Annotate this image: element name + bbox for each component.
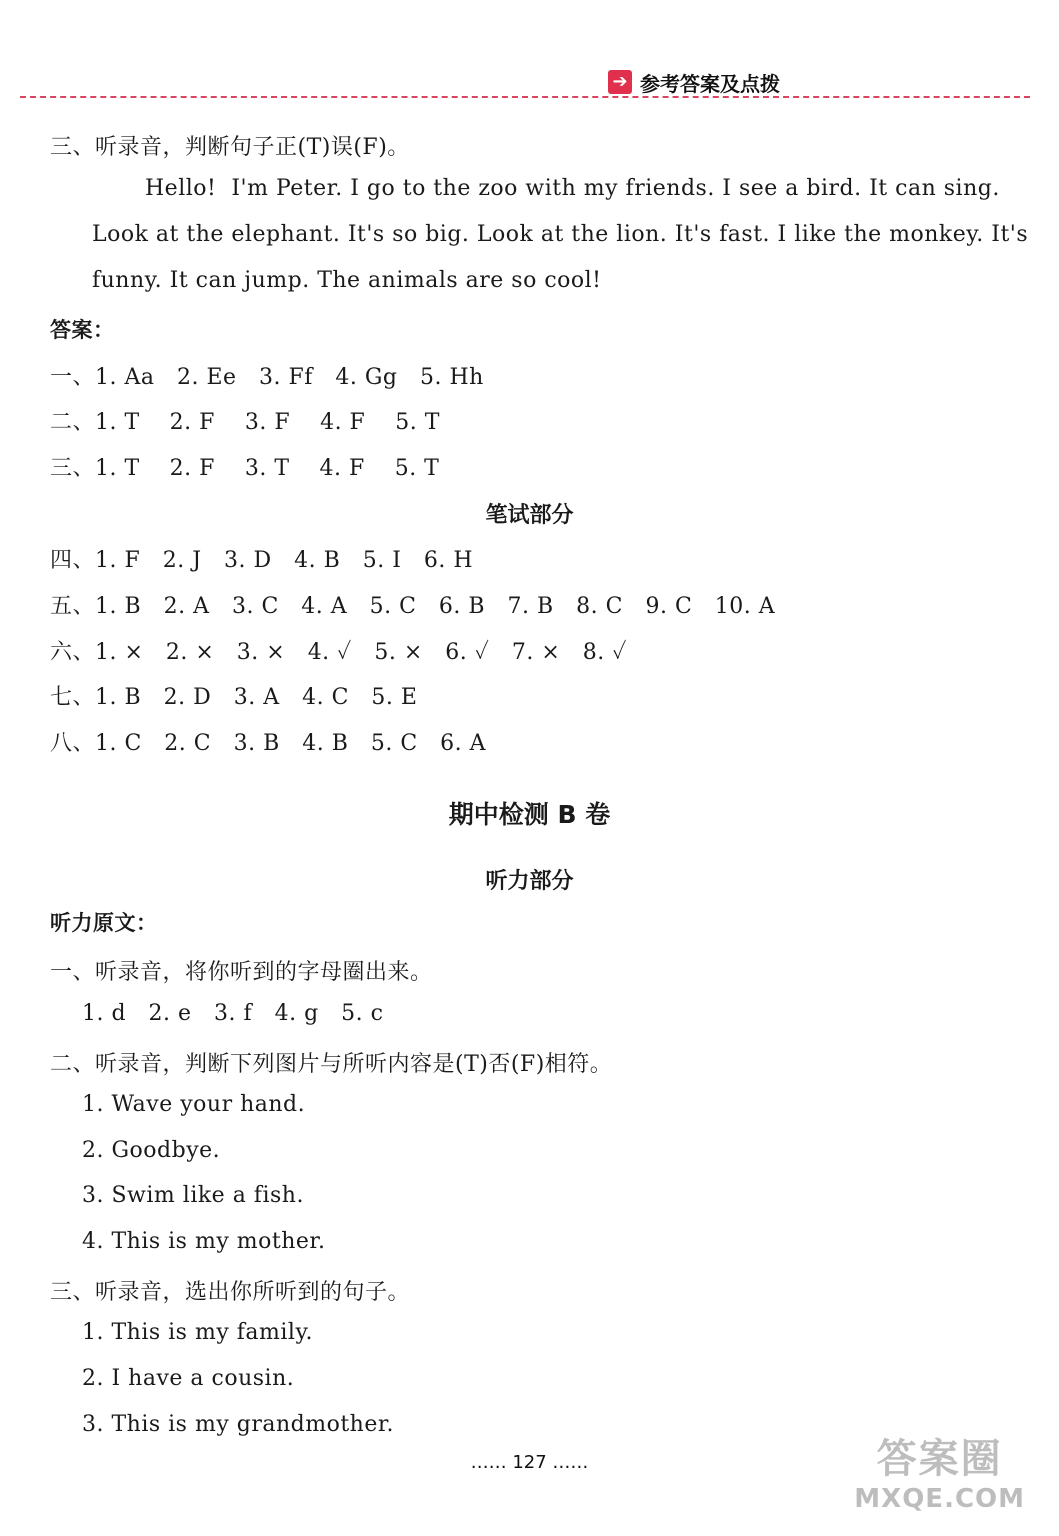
b-q2-instruction: 二、听录音，判断下列图片与所听内容是(T)否(F)相符。 [50,1052,613,1077]
listening-q3-instruction: 三、听录音，判断句子正(T)误(F)。 [50,135,410,160]
b-q3-instruction: 三、听录音，选出你所听到的句子。 [50,1280,411,1305]
b-q1-instruction: 一、听录音，将你听到的字母圈出来。 [50,960,433,985]
header-dashed-line [20,96,1030,98]
b-q3-item-3: 3. This is my grandmother. [82,1412,394,1437]
watermark-logo [854,1427,1025,1514]
answer-row-1: 一、1. Aa 2. Ee 3. Ff 4. Gg 5. Hh [50,365,484,390]
b-q3-item-1: 1. This is my family. [82,1320,313,1345]
b-q2-item-3: 3. Swim like a fish. [82,1183,304,1208]
b-q3-item-2: 2. I have a cousin. [82,1366,295,1391]
b-q1-items: 1. d 2. e 3. f 4. g 5. c [82,1001,384,1026]
answer-row-3: 三、1. T 2. F 3. T 4. F 5. T [50,456,440,481]
page-number: …… 127 …… [470,1452,589,1473]
listening-heading: 听力部分 [485,869,574,894]
arrow-right-icon: ➔ [608,70,632,94]
answers-label: 答案： [50,318,115,342]
b-q2-item-2: 2. Goodbye. [82,1138,221,1163]
written-row-4: 四、1. F 2. J 3. D 4. B 5. I 6. H [50,548,474,573]
header-title-text: 参考答案及点拨 [640,71,780,96]
written-heading: 笔试部分 [485,503,574,528]
answer-row-2: 二、1. T 2. F 3. F 4. F 5. T [50,410,440,435]
b-q2-item-4: 4. This is my mother. [82,1229,326,1254]
written-row-7: 七、1. B 2. D 3. A 4. C 5. E [50,685,418,710]
transcript-label: 听力原文： [50,911,158,935]
passage-line-1: Hello! I'm Peter. I go to the zoo with my friends. I see a bird. It can sing. [145,176,1000,201]
page-header [20,60,1030,108]
watermark-cn: 答案圈 [876,1436,1003,1482]
header-title [608,68,788,96]
watermark-en: MXQE.COM [854,1484,1025,1514]
passage-line-2: Look at the elephant. It's so big. Look at the lion. It's fast. I like the monkey. It's [92,222,1029,247]
passage-line-3: funny. It can jump. The animals are so cool! [92,268,602,293]
written-row-6: 六、1. × 2. × 3. × 4. ✓ 5. × 6. ✓ 7. × 8. ✓ [50,640,627,665]
section-b-title: 期中检测 B 卷 [448,800,611,829]
b-q2-item-1: 1. Wave your hand. [82,1092,306,1117]
written-row-8: 八、1. C 2. C 3. B 4. B 5. C 6. A [50,731,487,756]
written-row-5: 五、1. B 2. A 3. C 4. A 5. C 6. B 7. B 8. C 9. C 10. A [50,594,776,619]
